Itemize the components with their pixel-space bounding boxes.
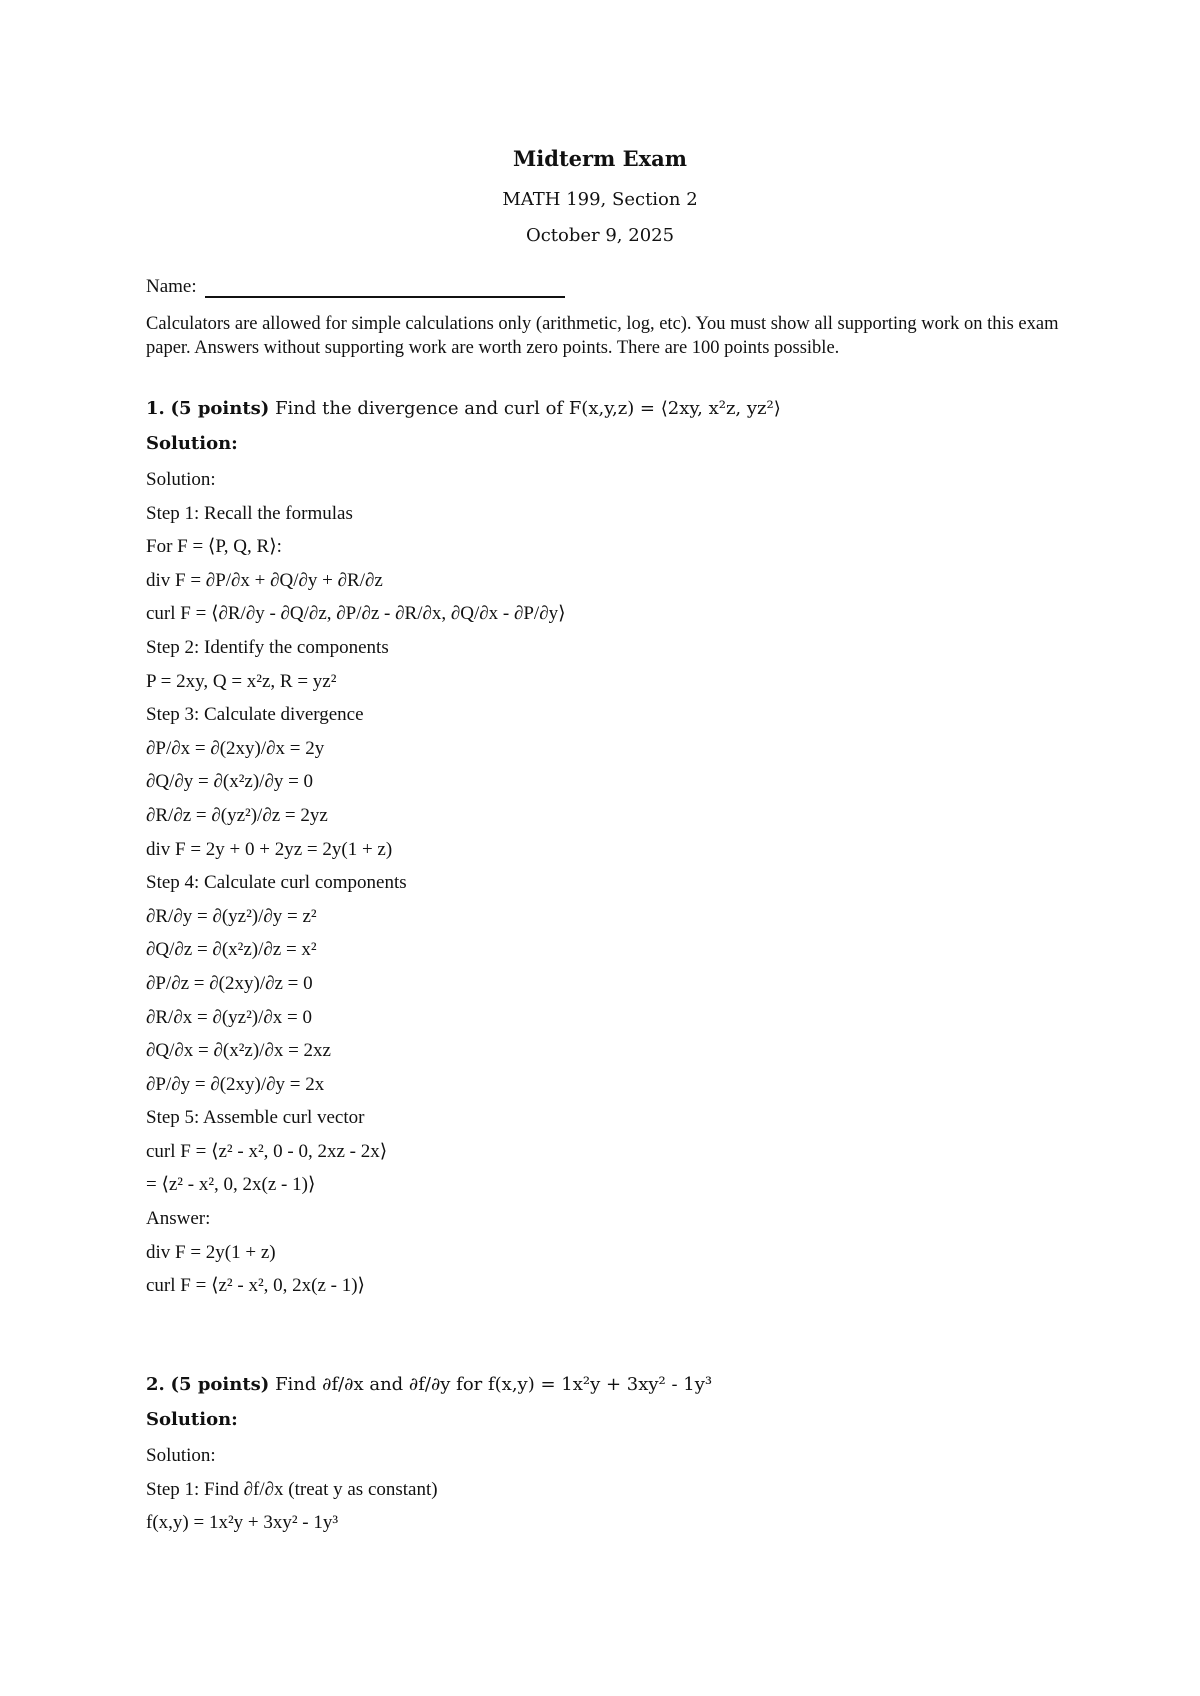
question-2-number: 2. — [146, 1374, 165, 1395]
solution-line: div F = 2y(1 + z) — [146, 1241, 276, 1263]
solution-line: Step 2: Identify the components — [146, 636, 389, 658]
solution-line: ∂R/∂y = ∂(yz²)/∂y = z² — [146, 905, 317, 927]
solution-line: Step 1: Recall the formulas — [146, 502, 353, 524]
question-2-points: (5 points) — [170, 1374, 270, 1395]
name-blank-line[interactable] — [205, 276, 565, 298]
solution-line: ∂R/∂z = ∂(yz²)/∂z = 2yz — [146, 804, 328, 826]
solution-line: Step 3: Calculate divergence — [146, 704, 364, 726]
solution-line: Answer: — [146, 1208, 211, 1230]
solution-line: Step 1: Find ∂f/∂x (treat y as constant) — [146, 1478, 438, 1500]
question-2-solution-label: Solution: — [146, 1409, 238, 1430]
solution-line: f(x,y) = 1x²y + 3xy² - 1y³ — [146, 1512, 339, 1534]
solution-line: curl F = ⟨∂R/∂y - ∂Q/∂z, ∂P/∂z - ∂R/∂x, ∂Q/∂x - ∂P/∂y⟩ — [146, 603, 566, 625]
solution-line: ∂P/∂y = ∂(2xy)/∂y = 2x — [146, 1073, 325, 1095]
question-1-prompt: Find the divergence and curl of F(x,y,z) = ⟨2xy, x²z, yz²⟩ — [275, 398, 781, 419]
solution-line: ∂R/∂x = ∂(yz²)/∂x = 0 — [146, 1006, 312, 1028]
question-2-title — [146, 1374, 712, 1395]
solution-line: P = 2xy, Q = x²z, R = yz² — [146, 670, 337, 692]
solution-line: ∂P/∂z = ∂(2xy)/∂z = 0 — [146, 972, 313, 994]
solution-line: ∂P/∂x = ∂(2xy)/∂x = 2y — [146, 737, 325, 759]
solution-line: = ⟨z² - x², 0, 2x(z - 1)⟩ — [146, 1174, 316, 1196]
question-1-number: 1. — [146, 398, 165, 419]
question-1-solution-lines — [146, 468, 566, 1308]
question-1-solution-label: Solution: — [146, 433, 238, 454]
exam-title: Midterm Exam — [513, 146, 687, 171]
name-row — [146, 276, 565, 298]
solution-line: For F = ⟨P, Q, R⟩: — [146, 536, 282, 558]
solution-line: div F = ∂P/∂x + ∂Q/∂y + ∂R/∂z — [146, 569, 383, 591]
question-2-prompt: Find ∂f/∂x and ∂f/∂y for f(x,y) = 1x²y + 3xy² - 1y³ — [275, 1374, 713, 1395]
solution-line: ∂Q/∂z = ∂(x²z)/∂z = x² — [146, 939, 317, 961]
name-label: Name: — [146, 276, 197, 297]
solution-line: Step 5: Assemble curl vector — [146, 1107, 365, 1129]
question-1-points: (5 points) — [170, 398, 270, 419]
solution-line: curl F = ⟨z² - x², 0 - 0, 2xz - 2x⟩ — [146, 1140, 388, 1162]
exam-instructions: Calculators are allowed for simple calculations only (arithmetic, log, etc). You must show all supporting work on this exam paper. Answers without supporting work are worth zero points. There are 100 points possible. — [146, 314, 1059, 358]
exam-date: October 9, 2025 — [525, 225, 675, 246]
solution-line: Solution: — [146, 469, 216, 490]
course-section: MATH 199, Section 2 — [502, 189, 698, 210]
solution-line: ∂Q/∂y = ∂(x²z)/∂y = 0 — [146, 771, 314, 793]
question-1-title — [146, 398, 781, 419]
question-2-solution-lines — [146, 1444, 438, 1545]
solution-line: Solution: — [146, 1445, 216, 1466]
solution-line: curl F = ⟨z² - x², 0, 2x(z - 1)⟩ — [146, 1275, 365, 1297]
solution-line: Step 4: Calculate curl components — [146, 872, 407, 894]
solution-line: div F = 2y + 0 + 2yz = 2y(1 + z) — [146, 838, 393, 860]
solution-line: ∂Q/∂x = ∂(x²z)/∂x = 2xz — [146, 1040, 331, 1062]
